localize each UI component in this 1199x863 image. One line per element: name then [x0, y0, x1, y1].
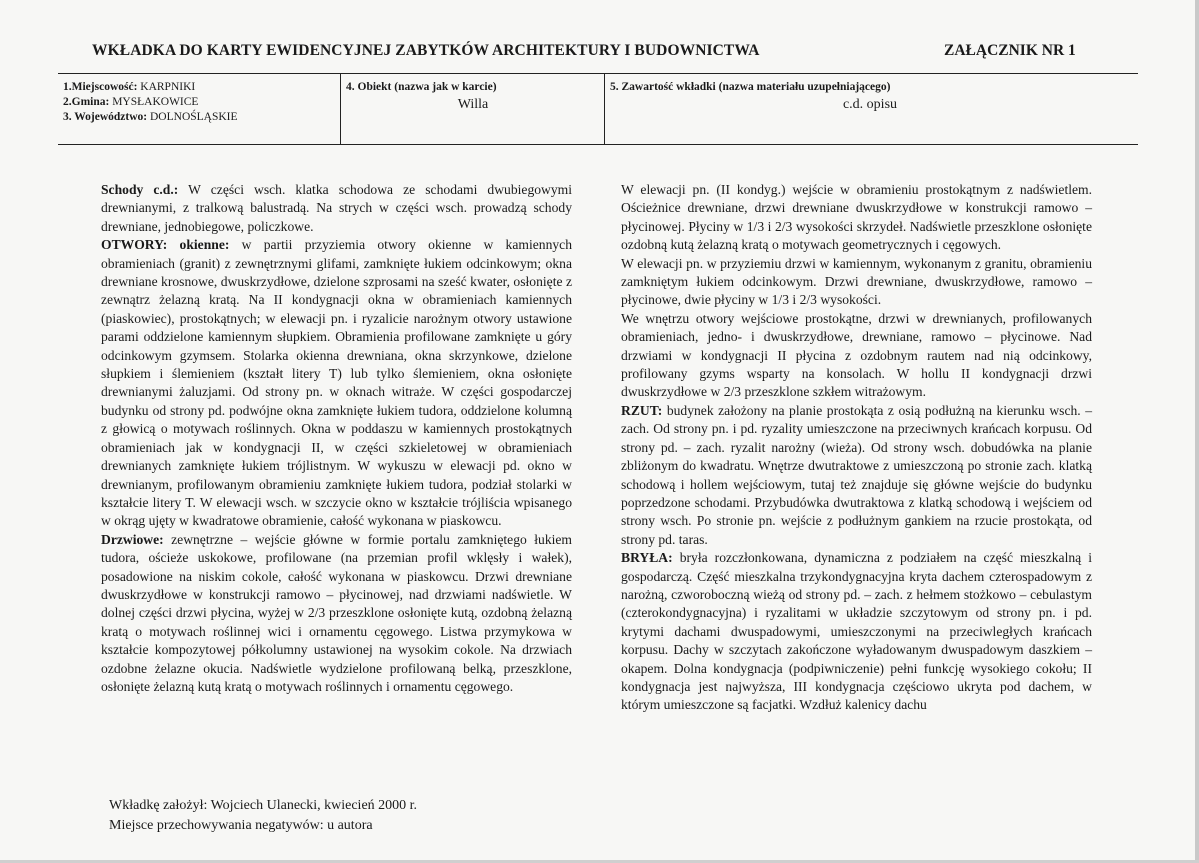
locality-value: KARPNIKI — [140, 81, 196, 93]
object-box — [346, 80, 600, 112]
location-box — [63, 80, 238, 125]
stairs-paragraph — [101, 181, 572, 236]
header-rule-bottom — [58, 144, 1138, 145]
mass-paragraph — [621, 549, 1092, 715]
windows-text: w partii przyziemia otwory okienne w kamiennych obramieniach (granit) z zewnętrznymi glifami, zamknięte łukiem odcinkowym; okna drewniane krosnowe, dwuskrzydłowe, dzielone szprosami na sześć kwater, osłonięte z zewnątrz żelazną kratą. Na II kondygnacji okna w obramieniach kamiennych (piaskowiec), prostokątnych; w elewacji pn. i ryzalicie narożnym otwory ustawione parami oddzielone kamiennym słupkiem. Obramienia profilowane zamknięte u góry odcinkowym gzymsem. Stolarka okienna drewniana, okna skrzynkowe, dzielone słupkiem i ślemieniem (kształt litery T) lub tylko ślemieniem, okna osłonięte drewnianymi żaluzjami. Od strony pn. w oknach witraże. W części gospodarczej budynku od strony pd. podwójne okna zamknięte łukiem tudora, oddzielone kolumną z głowicą o motywach roślinnych. Okna w poddaszu w kamiennych prostokątnych obramieniach jak w kondygnacji II, w części szkieletowej w obramieniach drewnianych zamknięte łukiem trójlistnym. W wykuszu w elewacji pd. okno w drewnianym, profilowanym obramieniu zamknięte łukiem tudora, podział stolarki w kształcie litery T. W elewacji wsch. w szczycie okno w kształcie trójliścia wpisanego w okrąg ujęty w kwadratowe obramienie, całość wykonana w piaskowcu. — [101, 237, 572, 529]
stairs-text: W części wsch. klatka schodowa ze schodami dwubiegowymi drewnianymi, z tralkową balustradą. Na strych w części wsch. prowadzą schody drewniane, jednobiegowe, policzkowe. — [101, 182, 573, 234]
mass-label: BRYŁA: — [621, 550, 673, 566]
commune-value: MYSŁAKOWICE — [112, 96, 199, 108]
doors-paragraph — [101, 531, 572, 697]
negatives-line: Miejsce przechowywania negatywów: u autora — [109, 818, 373, 833]
doors-text: zewnętrzne – wejście główne w formie portalu zamkniętego łukiem tudora, ościeże uskokowe, profilowane (na przemian profil wklęsły i wałek), posadowione na niskim cokole, całość wykonana w piaskowcu. Drzwi drewniane dwuskrzydłowe w konstrukcji ramowo – płycinowej, nad drzwiami nadświetle. W dolnej części drzwi płycina, wyżej w 2/3 przeszklone osłonięte kutą, ozdobną żelazną kratą o motywach roślinnej wici i ornamentu cęgowego. Listwa przymykowa w kształcie kompozytowej półkolumny ustawionej na wysokim cokole. Na drzwiach ozdobne żelazne okucia. Nadświetle wydzielone profilowaną belką, przeszklone, osłonięte żelazną kutą kratą o motywach roślinnych i ornamentu cęgowego. — [101, 531, 573, 694]
voivodeship-row — [63, 110, 238, 125]
commune-label: 2.Gmina: — [63, 96, 110, 108]
commune-row — [63, 95, 238, 110]
footer — [109, 796, 417, 836]
header-separator-1 — [340, 73, 341, 145]
left-column — [101, 181, 572, 696]
windows-label: okienne: — [179, 237, 230, 253]
locality-row — [63, 80, 238, 95]
locality-label: 1.Miejscowość: — [63, 81, 138, 93]
right-column — [621, 181, 1092, 715]
stairs-label: Schody c.d.: — [101, 182, 179, 197]
plan-label: RZUT: — [621, 402, 663, 418]
content-box — [610, 80, 1130, 112]
voivodeship-label: 3. Województwo: — [63, 111, 148, 123]
plan-paragraph — [621, 402, 1092, 549]
doors-inner-paragraph: We wnętrzu otwory wejściowe prostokątne, drzwi w drewnianych, profilowanych obramieniach, jedno- i dwuskrzydłowe, drewniane, ramowo – płycinowe. Nad drzwiami w kondygnacji II płycina z ozdobnym rautem nad nią odcinkowy, profilowany gzyms wsparty na konsolach. W hollu II kondygnacji drzwi dwuskrzydłowe w 2/3 przeszklone szkłem witrażowym. — [621, 310, 1092, 400]
content-value: c.d. opisu — [842, 97, 898, 112]
mass-text: bryła rozczłonkowana, dynamiczna z podziałem na część mieszkalną i gospodarczą. Część mieszkalna trzykondygnacyjna kryta dachem czterospadowym z narożną, czworoboczną wieżą od strony pd. – zach. z hełmem stożkowo – cebulastym (czterokondygnacyjna) i ryzalitami w układzie szczytowym od strony pn. i pd. krytymi dachami dwuspadowymi, umieszczonymi na przeciwległych krańcach korpusu. Dachy w szczytach zakończone wyładowanym dwuspadowym daszkiem – okapem. Dolna kondygnacja (podpiwniczenie) pełni funkcję wysokiego cokołu; II kondygnacja jest najwyższa, III kondygnacja częściowo ukryta pod dachem, w którym umieszczone są facjatki. Wzdłuż kalenicy dachu — [621, 550, 1092, 713]
document-title: WKŁADKA DO KARTY EWIDENCYJNEJ ZABYTKÓW ARCHITEKTURY I BUDOWNICTWA — [92, 42, 760, 59]
plan-text: budynek założony na planie prostokąta z osią podłużną na kierunku wsch. – zach. Od strony pn. i pd. ryzality umieszczone na przeciwnych krańcach korpusu. Od strony pd. – zach. ryzalit narożny (wieża). Od strony wsch. dobudówka na planie zbliżonym do kwadratu. Wnętrze dwutraktowe z umieszczoną po stronie zach. klatką schodową i hollem wejściowym, tutaj też znajduje się główne wejście do budynku poprzedzone schodami. Przybudówka dwutraktowa z klatką schodową i wejściem od strony wsch. Po stronie pn. wejście z podłużnym gankiem na rzucie prostokąta, od strony pd. taras. — [621, 402, 1092, 547]
doors-cont-paragraph: W elewacji pn. (II kondyg.) wejście w obramieniu prostokątnym z nadświetlem. Ościeżnice drewniane, drzwi drewniane dwuskrzydłowe w konstrukcji ramowo – płycinowej. Płyciny w 1/3 i 2/3 wysokości skrzydeł. Nadświetle przeszklone osłonięte ozdobną kutą żelazną kratą o motywach geometrycznych i cęgowych. — [621, 182, 1092, 253]
header-rule-top — [58, 73, 1138, 74]
header-separator-2 — [604, 73, 605, 145]
doors-label: Drzwiowe: — [101, 531, 164, 547]
author-line: Wkładkę założył: Wojciech Ulanecki, kwiecień 2000 r. — [109, 798, 418, 813]
page-edge-right — [1195, 0, 1199, 863]
voivodeship-value: DOLNOŚLĄSKIE — [150, 111, 238, 123]
openings-label: OTWORY: — [101, 237, 168, 253]
doors-north-paragraph: W elewacji pn. w przyziemiu drzwi w kamiennym, wykonanym z granitu, obramieniu zamkniętym łukiem odcinkowym. Drzwi drewniane, dwuskrzydłowe, ramowo – płycinowe, dwie płyciny w 1/3 i 2/3 wysokości. — [621, 255, 1092, 308]
openings-paragraph — [101, 236, 572, 531]
annex-number: ZAŁĄCZNIK NR 1 — [944, 42, 1076, 59]
object-label: 4. Obiekt (nazwa jak w karcie) — [346, 81, 497, 93]
content-label: 5. Zawartość wkładki (nazwa materiału uzupełniającego) — [610, 81, 891, 93]
object-value: Willa — [457, 97, 489, 112]
